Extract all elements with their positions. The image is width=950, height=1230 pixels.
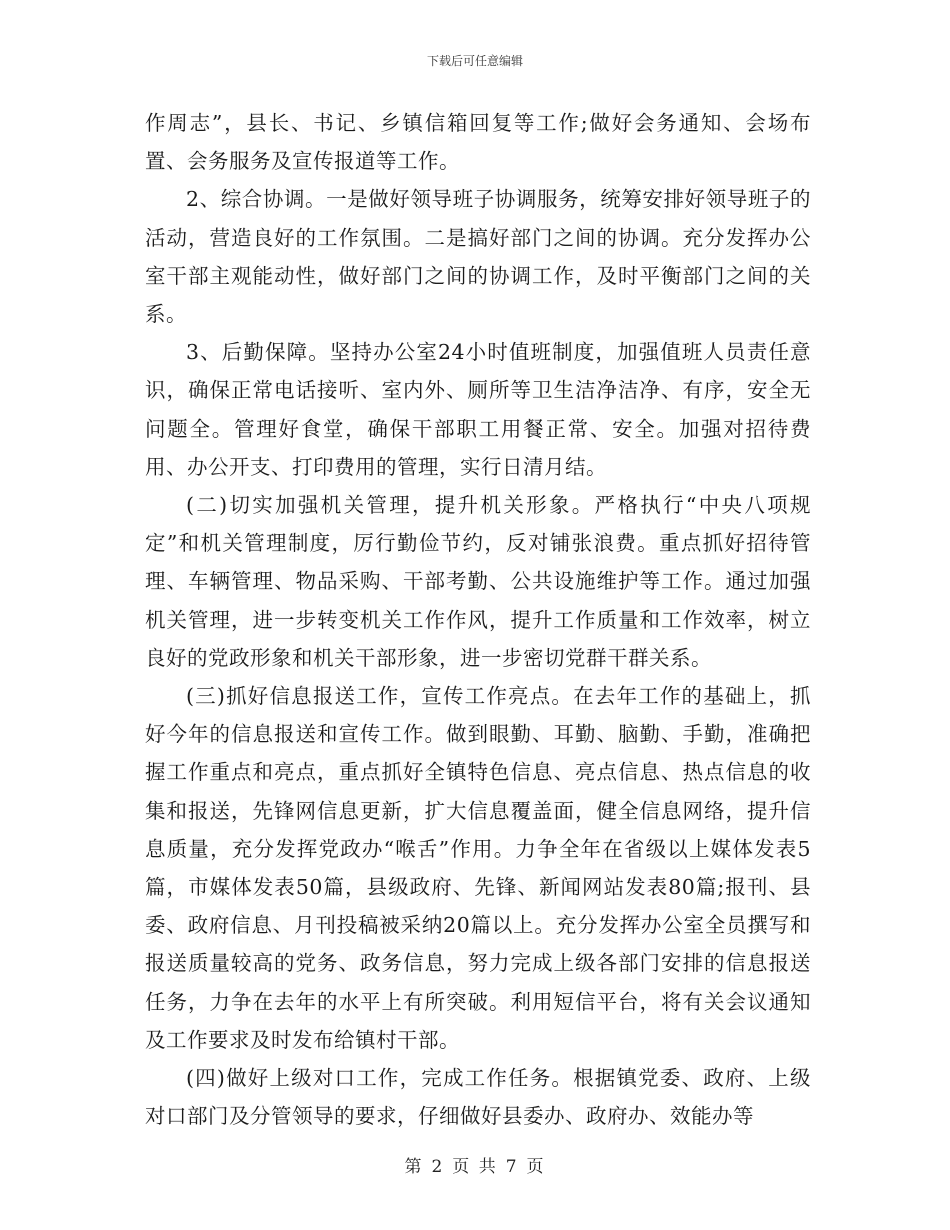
page-header: 下载后可任意编辑 bbox=[426, 54, 523, 68]
paragraph-information-reporting: (三)抓好信息报送工作，宣传工作亮点。在去年工作的基础上，抓好今年的信息报送和宣传工作。做到眼勤、耳勤、脑勤、手勤，准确把握工作重点和亮点，重点抓好全镇特色信息、亮点信息、热点信息的收集和报送，先锋网信息更新，扩大信息覆盖面，健全信息网络，提升信息质量，充分发挥党政办“喉舌”作用。力争全年在省级以上媒体发表5篇，市媒体发表50篇，县级政府、先锋、新闻网站发表80篇;报刊、县委、政府信息、月刊投稿被采纳20篇以上。充分发挥办公室全员撰写和报送质量较高的党务、政务信息，努力完成上级各部门安排的信息报送任务，力争在去年的水平上有所突破。利用短信平台，将有关会议通知及工作要求及时发布给镇村干部。 bbox=[145, 684, 811, 1052]
paragraph-logistics: 3、后勤保障。坚持办公室24小时值班制度，加强值班人员责任意识，确保正常电话接听、室内外、厕所等卫生洁净洁净、有序，安全无问题全。管理好食堂，确保干部职工用餐正常、安全。加强对招待费用、办公开支、打印费用的管理，实行日清月结。 bbox=[145, 340, 811, 479]
footer-suffix: 页 bbox=[526, 1157, 546, 1177]
total-pages: 7 bbox=[505, 1157, 519, 1177]
footer-prefix: 第 bbox=[404, 1157, 424, 1177]
page-footer bbox=[0, 1152, 950, 1177]
document-body bbox=[145, 104, 811, 1135]
footer-middle: 页 共 bbox=[452, 1157, 498, 1177]
page-number: 2 bbox=[431, 1157, 445, 1177]
paragraph-continued: 作周志”，县长、书记、乡镇信箱回复等工作;做好会务通知、会场布置、会务服务及宣传报道等工作。 bbox=[145, 111, 811, 174]
paragraph-counterpart-work: (四)做好上级对口工作，完成工作任务。根据镇党委、政府、上级对口部门及分管领导的要求，仔细做好县委办、政府办、效能办等 bbox=[145, 1066, 811, 1129]
paragraph-office-management: (二)切实加强机关管理，提升机关形象。严格执行“中央八项规定”和机关管理制度，厉行勤俭节约，反对铺张浪费。重点抓好招待管理、车辆管理、物品采购、干部考勤、公共设施维护等工作。通过加强机关管理，进一步转变机关工作作风，提升工作质量和工作效率，树立良好的党政形象和机关干部形象，进一步密切党群干群关系。 bbox=[145, 493, 811, 670]
paragraph-comprehensive-coordination: 2、综合协调。一是做好领导班子协调服务，统筹安排好领导班子的活动，营造良好的工作氛围。二是搞好部门之间的协调。充分发挥办公室干部主观能动性，做好部门之间的协调工作，及时平衡部门之间的关系。 bbox=[145, 187, 811, 327]
